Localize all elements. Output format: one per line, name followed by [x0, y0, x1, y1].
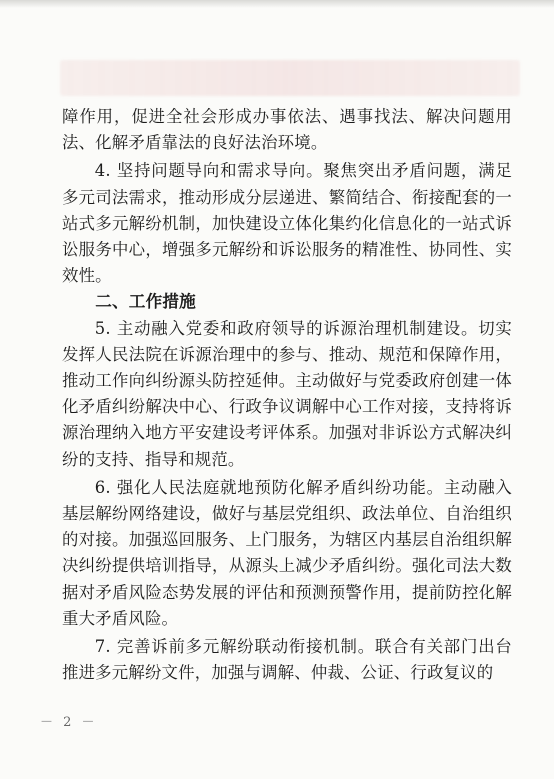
paragraph-continuation: 障作用，促进全社会形成办事依法、遇事找法、解决问题用法、化解矛盾靠法的良好法治环境。	[62, 107, 512, 153]
paragraph-item-4: 4. 坚持问题导向和需求导向。聚焦突出矛盾问题，满足多元司法需求，推动形成分层递进、繁简结合、衔接配套的一站式多元解纷机制，加快建设立体化集约化信息化的一站式诉讼服务中心，增强多元解纷和诉讼服务的精准性、协同性、实效性。	[62, 161, 512, 286]
scan-edge-shadow	[0, 0, 554, 8]
body-text	[62, 104, 512, 686]
paragraph-item-6: 6. 强化人民法庭就地预防化解矛盾纠纷功能。主动融入基层解纷网络建设，做好与基层党组织、政法单位、自治组织的对接。加强巡回服务、上门服务，为辖区内基层自治组织解决纠纷提供培训指导，从源头上减少矛盾纠纷。强化司法大数据对矛盾风险态势发展的评估和预测预警作用，提前防控化解重大矛盾风险。	[62, 477, 512, 628]
page-number: － 2 －	[40, 715, 98, 730]
faded-red-header-mark	[60, 60, 520, 96]
section-heading-work-measures: 二、工作措施	[95, 292, 196, 312]
paragraph-item-5: 5. 主动融入党委和政府领导的诉源治理机制建设。切实发挥人民法院在诉源治理中的参与、推动、规范和保障作用，推动工作向纠纷源头防控延伸。主动做好与党委政府创建一体化矛盾纠纷解决中心、行政争议调解中心工作对接，支持将诉源治理纳入地方平安建设考评体系。加强对非诉讼方式解决纠纷的支持、指导和规范。	[62, 318, 512, 469]
paragraph-item-7: 7. 完善诉前多元解纷联动衔接机制。联合有关部门出台推进多元解纷文件，加强与调解、仲裁、公证、行政复议的	[62, 637, 512, 683]
